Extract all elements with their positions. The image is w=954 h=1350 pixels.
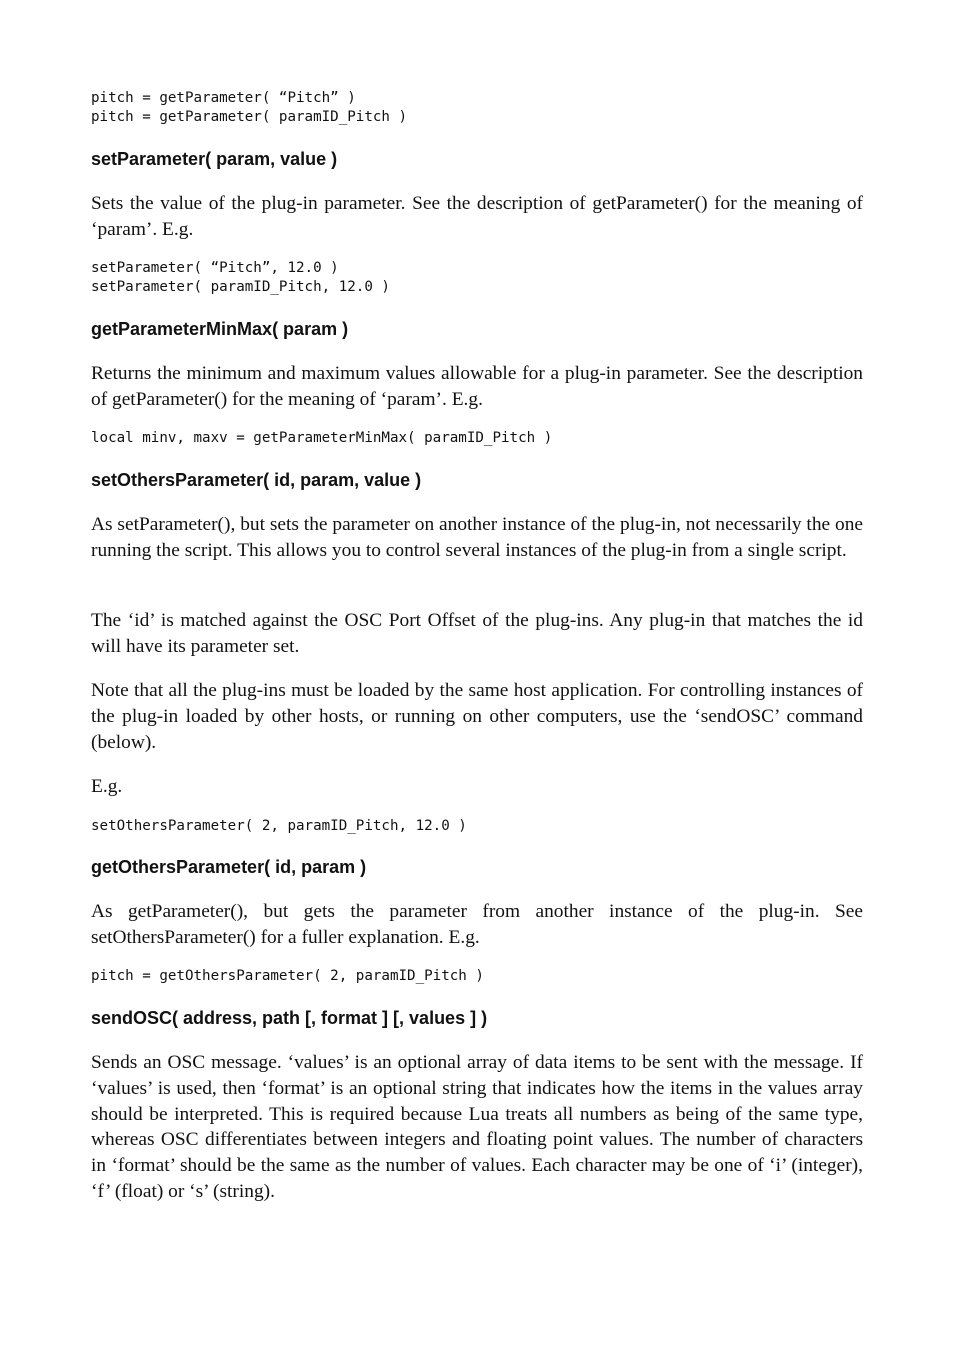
paragraph-send-osc: Sends an OSC message. ‘values’ is an optional array of data items to be sent with the message. If ‘values’ is used, then ‘format’ is an optional string that indicates how the items in the values array should be interpreted. This is required because Lua treats all numbers as being of the same type, whereas OSC differentiates between integers and floating point values. The number of characters in ‘format’ should be the same as the number of values. Each character may be one of ‘i’ (integer), ‘f’ (float) or ‘s’ (string). [91,1052,863,1202]
paragraph-set-others-parameter: As setParameter(), but sets the parameter on another instance of the plug-in, not necessarily the one running the script. This allows you to control several instances of the plug-in from a single script. [91,514,863,561]
code-example-set-others-parameter: setOthersParameter( 2, paramID_Pitch, 12.0 ) [91,818,467,834]
code-example-set-parameter: setParameter( “Pitch”, 12.0 ) setParameter( paramID_Pitch, 12.0 ) [91,260,390,295]
code-example-get-others-parameter: pitch = getOthersParameter( 2, paramID_Pitch ) [91,968,484,984]
paragraph-get-parameter-min-max: Returns the minimum and maximum values allowable for a plug-in parameter. See the description of getParameter() for the meaning of ‘param’. E.g. [91,363,863,410]
heading-set-others-parameter: setOthersParameter( id, param, value ) [91,470,422,490]
heading-send-osc: sendOSC( address, path [, format ] [, values ] ) [91,1008,488,1028]
paragraph-same-host-note: Note that all the plug-ins must be loaded by the same host application. For controlling instances of the plug-in loaded by other hosts, or running on other computers, use the ‘sendOSC’ command (below). [91,680,863,753]
paragraph-osc-port-offset: The ‘id’ is matched against the OSC Port Offset of the plug-ins. Any plug-in that matches the id will have its parameter set. [91,610,863,657]
paragraph-set-parameter: Sets the value of the plug-in parameter. See the description of getParameter() for the meaning of ‘param’. E.g. [91,193,863,240]
paragraph-get-others-parameter: As getParameter(), but gets the parameter from another instance of the plug-in. See setOthersParameter() for a fuller explanation. E.g. [91,901,863,948]
heading-set-parameter: setParameter( param, value ) [91,149,338,169]
heading-get-others-parameter: getOthersParameter( id, param ) [91,857,367,877]
code-example-get-parameter: pitch = getParameter( “Pitch” ) pitch = getParameter( paramID_Pitch ) [91,90,408,125]
paragraph-eg: E.g. [91,776,123,797]
code-example-get-parameter-min-max: local minv, maxv = getParameterMinMax( paramID_Pitch ) [91,430,553,446]
heading-get-parameter-min-max: getParameterMinMax( param ) [91,319,349,339]
